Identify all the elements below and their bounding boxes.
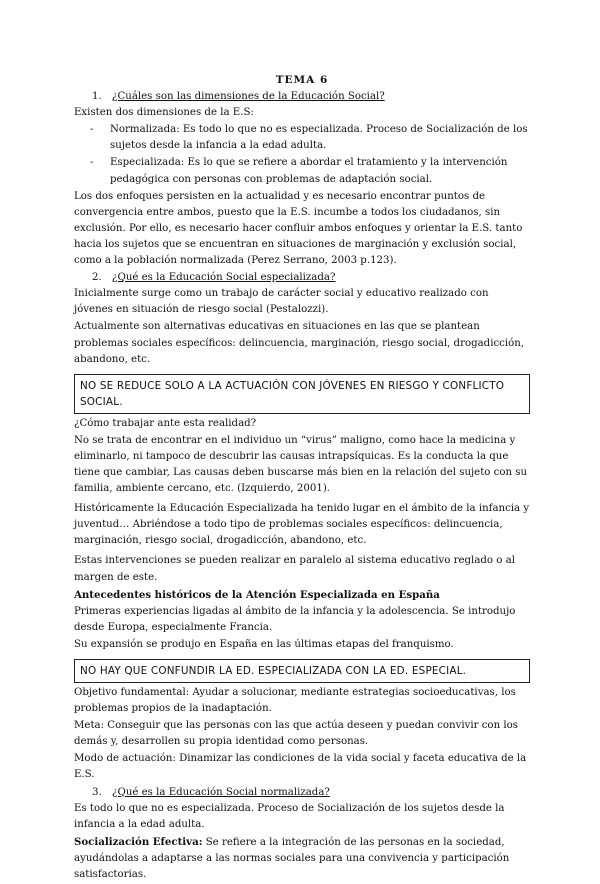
paragraph: Meta: Conseguir que las personas con las que actúa deseen y puedan convivir con los demás y, desarrollen su propia identidad como personas. bbox=[74, 720, 518, 748]
term-definition: Se refiere a la integración de las personas en la sociedad, ayudándolas a adaptarse a las normas sociales para una convivencia y participación satisfactorias. bbox=[74, 836, 510, 881]
question-text: ¿Qué es la Educación Social normalizada? bbox=[112, 786, 330, 798]
question-3 bbox=[74, 785, 530, 801]
term-label: Socialización Efectiva: bbox=[74, 835, 203, 848]
paragraph: No se trata de encontrar en el individuo un “virus” maligno, como hace la medicina y eliminarlo, ni tampoco de descubrir las causas intrapsíquicas. Es la conducta la que tiene que cambiar, Las causas deben buscarse más bien en la relación del sujeto con su familia, ambiente cercano, etc. (Izquierdo, 2001). bbox=[74, 434, 528, 495]
list-item-text: Especializada: Es lo que se refiere a abordar el tratamiento y la intervención pedagógica con personas con problemas de adaptación social. bbox=[110, 157, 508, 185]
list-item bbox=[74, 155, 530, 187]
dash-bullet-icon: - bbox=[90, 157, 94, 169]
paragraph: Actualmente son alternativas educativas en situaciones en las que se plantean problemas sociales específicos: delincuencia, marginación, riesgo social, drogadicción, abandono, etc. bbox=[74, 321, 525, 365]
paragraph: ¿Cómo trabajar ante esta realidad? bbox=[74, 417, 257, 429]
paragraph bbox=[74, 834, 530, 883]
paragraph: Es todo lo que no es especializada. Proceso de Socialización de los sujetos desde la infancia a la edad adulta. bbox=[74, 802, 505, 830]
dimensions-list bbox=[74, 122, 530, 187]
question-2 bbox=[74, 270, 530, 286]
list-item-text: Normalizada: Es todo lo que no es especializada. Proceso de Socialización de los sujetos desde la infancia a la edad adulta. bbox=[110, 124, 528, 152]
question-number: 2. bbox=[92, 272, 102, 284]
page-title: TEMA 6 bbox=[275, 74, 329, 86]
paragraph: Los dos enfoques persisten en la actualidad y es necesario encontrar puntos de convergencia entre ambos, puesto que la E.S. incumbe a todos los ciudadanos, sin exclusión. Por ello, es necesario hacer confluir ambos enfoques y orientar la E.S. tanto hacia los sujetos que se encuentran en situaciones de marginación y exclusión social, como a la población normalizada (Perez Serrano, 2003 p.123). bbox=[74, 190, 523, 267]
paragraph: Modo de actuación: Dinamizar las condiciones de la vida social y faceta educativa de la E.S. bbox=[74, 753, 527, 781]
question-number: 1. bbox=[92, 91, 102, 103]
question-number: 3. bbox=[92, 786, 102, 798]
document-page bbox=[74, 72, 530, 884]
paragraph: Estas intervenciones se pueden realizar en paralelo al sistema educativo reglado o al margen de este. bbox=[74, 555, 515, 583]
paragraph: Su expansión se produjo en España en las últimas etapas del franquismo. bbox=[74, 638, 454, 650]
paragraph: Inicialmente surge como un trabajo de carácter social y educativo realizado con jóvenes en situación de riesgo social (Pestalozzi). bbox=[74, 288, 489, 316]
section-heading: Antecedentes históricos de la Atención Especializada en España bbox=[74, 588, 440, 601]
paragraph: Existen dos dimensiones de la E.S: bbox=[74, 107, 254, 119]
dash-bullet-icon: - bbox=[90, 124, 94, 136]
paragraph: Primeras experiencias ligadas al ámbito de la infancia y la adolescencia. Se introdujo desde Europa, especialmente Francia. bbox=[74, 605, 516, 633]
highlight-box: NO SE REDUCE SOLO A LA ACTUACIÓN CON JÓVENES EN RIESGO Y CONFLICTO SOCIAL. bbox=[74, 374, 530, 414]
question-1 bbox=[74, 89, 530, 105]
question-text: ¿Qué es la Educación Social especializada? bbox=[112, 272, 336, 284]
highlight-box: NO HAY QUE CONFUNDIR LA ED. ESPECIALIZADA CON LA ED. ESPECIAL. bbox=[74, 659, 530, 683]
list-item bbox=[74, 122, 530, 154]
question-text: ¿Cuáles son las dimensiones de la Educación Social? bbox=[112, 91, 385, 103]
paragraph: Históricamente la Educación Especializada ha tenido lugar en el ámbito de la infancia y juventud… Abriéndose a todo tipo de problemas sociales específicos: delincuencia, marginación, riesgo social, drogadicción, abandono, etc. bbox=[74, 503, 530, 547]
paragraph: Objetivo fundamental: Ayudar a solucionar, mediante estrategias socioeducativas, los problemas propios de la inadaptación. bbox=[74, 687, 516, 715]
